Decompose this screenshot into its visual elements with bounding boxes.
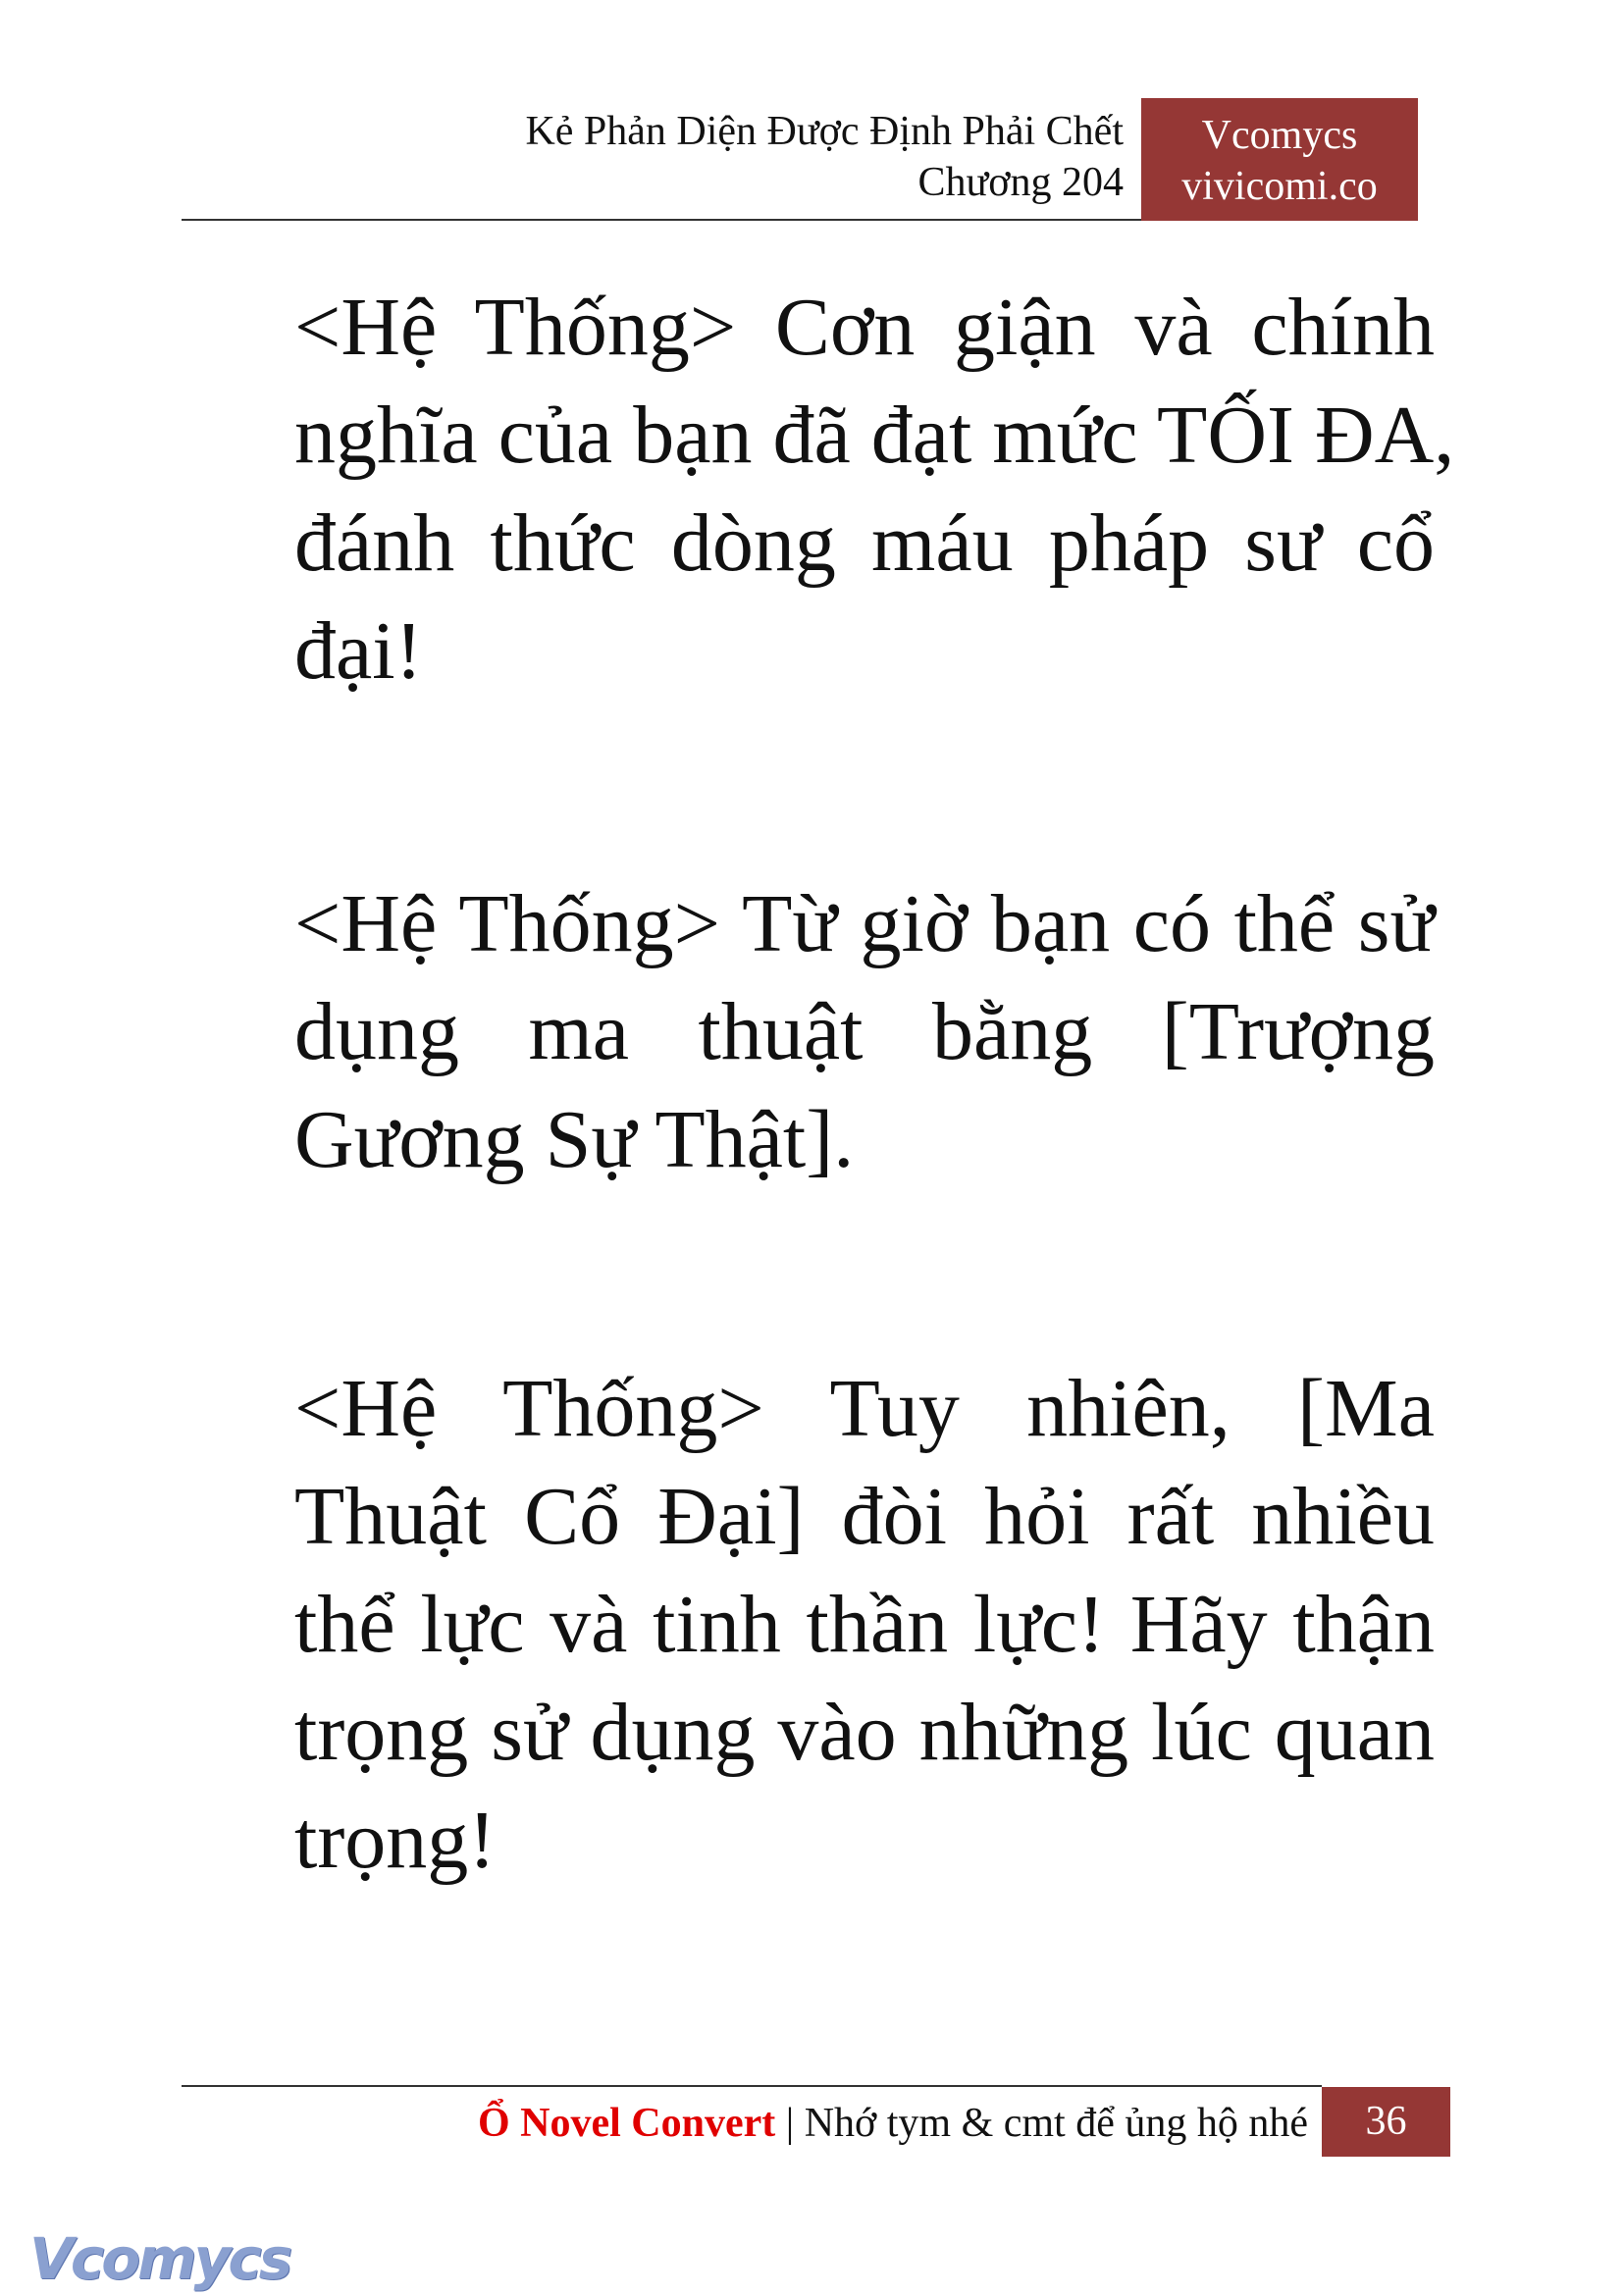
- footer-divider: [182, 2085, 1322, 2087]
- text-line: trọng!: [294, 1795, 497, 1886]
- text-line: nghĩa của bạn đã đạt mức TỐI ĐA,: [294, 390, 1455, 481]
- footer-brand: Ổ Novel Convert: [477, 2101, 776, 2146]
- paragraph-2: [294, 870, 1435, 1194]
- book-title: Kẻ Phản Diện Được Định Phải Chết: [525, 109, 1124, 154]
- text-line: <Hệ Thống> Từ giờ bạn có thể sử: [294, 878, 1435, 969]
- footer-message: Nhớ tym & cmt để ủng hộ nhé: [804, 2101, 1308, 2146]
- header-divider: [182, 219, 1141, 221]
- footer-separator: |: [785, 2101, 795, 2146]
- text-line: <Hệ Thống> Cơn giận và chính: [294, 282, 1435, 373]
- footer-text: [478, 2098, 1308, 2149]
- text-line: đánh thức dòng máu pháp sư cổ: [294, 497, 1435, 589]
- text-line: <Hệ Thống> Tuy nhiên, [Ma: [294, 1363, 1435, 1454]
- site-url: vivicomi.co: [1181, 164, 1378, 209]
- text-line: thể lực và tinh thần lực! Hãy thận: [294, 1579, 1435, 1670]
- text-line: Gương Sự Thật].: [294, 1094, 855, 1185]
- page-number: 36: [1322, 2087, 1450, 2157]
- text-line: đại!: [294, 605, 423, 697]
- running-header: [525, 106, 1124, 208]
- text-line: dụng ma thuật bằng [Trượng: [294, 986, 1435, 1077]
- vcomycs-logo: Vcomycs: [29, 2225, 290, 2292]
- site-badge: [1141, 98, 1418, 221]
- chapter-label: Chương 204: [917, 160, 1124, 205]
- text-line: Thuật Cổ Đại] đòi hỏi rất nhiều: [294, 1471, 1435, 1562]
- paragraph-1: [294, 274, 1455, 705]
- text-line: trọng sử dụng vào những lúc quan: [294, 1687, 1435, 1778]
- paragraph-3: [294, 1355, 1435, 1895]
- site-name: Vcomycs: [1201, 113, 1358, 158]
